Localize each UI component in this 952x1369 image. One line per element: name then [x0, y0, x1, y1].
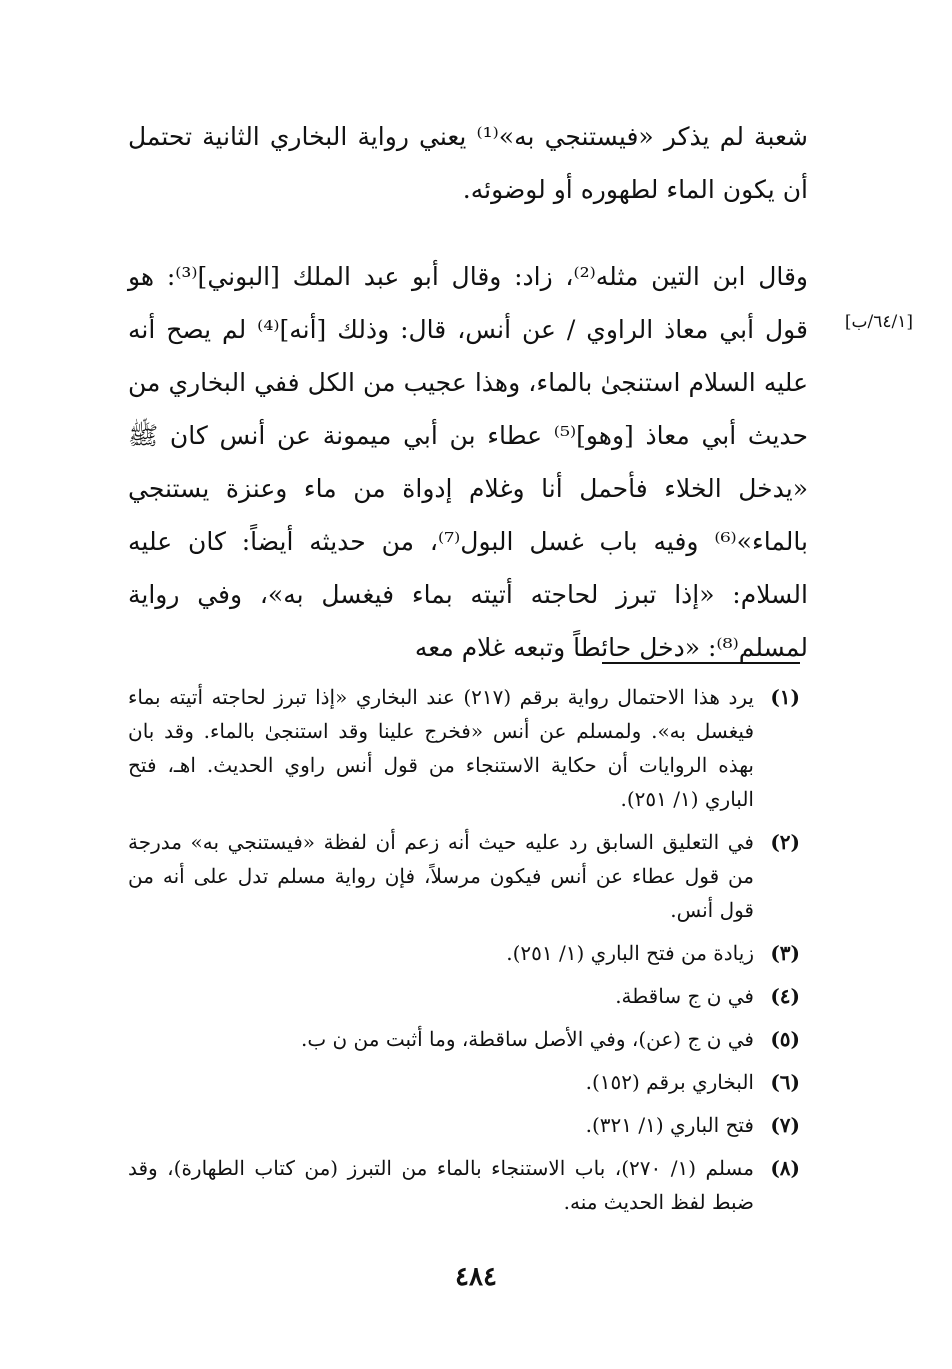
footnote-number: (٨) — [770, 1156, 800, 1180]
footnote-text: زيادة من فتح الباري (١/ ٢٥١). — [506, 941, 754, 965]
footnote-1 — [128, 680, 800, 816]
footnote-text: في ن ج (عن)، وفي الأصل ساقطة، وما أثبت من ن ب. — [300, 1027, 754, 1051]
margin-reference: [٦٤/١/ب] — [844, 312, 914, 332]
footnote-number: (٣) — [770, 941, 800, 965]
footnote-text: يرد هذا الاحتمال رواية برقم (٢١٧) عند البخاري «إذا تبرز لحاجته أتيته بماء فيغسل به». ولمسلم عن أنس «فخرج علينا وقد استنجىٰ بالماء. وقد بان بهذه الروايات أن حكاية الاستنجاء من قول أنس راوي الحديث. اهـ، فتح الباري (١/ ٢٥١). — [128, 685, 754, 811]
footnote-4 — [128, 979, 800, 1013]
page-number: ٤٨٤ — [455, 1262, 497, 1292]
footnote-5 — [128, 1022, 800, 1056]
footnote-6 — [128, 1065, 800, 1099]
main-paragraph-2: وقال ابن التين مثله⁽²⁾، زاد: وقال أبو عبد الملك [البوني]⁽³⁾: هو قول أبي معاذ الراوي / عن أنس، قال: وذلك [أنه]⁽⁴⁾ لم يصح أنه عليه السلام استنجىٰ بالماء، وهذا عجيب من الكل ففي البخاري من حديث أبي معاذ [وهو]⁽⁵⁾ عطاء بن أبي ميمونة عن أنس كان ﷺ «يدخل الخلاء فأحمل أنا وغلام إدواة من ماء وعنزة يستنجي بالماء»⁽⁶⁾ وفيه باب غسل البول⁽⁷⁾، من حديثه أيضاً: كان عليه السلام: «إذا تبرز لحاجته أتيته بماء فيغسل به»، وفي رواية لمسلم⁽⁸⁾: «دخل حائطاً وتبعه غلام معه — [128, 262, 809, 662]
footnote-number: (٢) — [770, 830, 800, 854]
footnote-number: (١) — [770, 685, 800, 709]
footnote-8 — [128, 1151, 800, 1219]
footnote-3 — [128, 936, 800, 970]
footnotes — [128, 680, 800, 1228]
footnote-text: في ن ج ساقطة. — [615, 984, 754, 1008]
main-text — [128, 110, 808, 674]
footnote-number: (٧) — [770, 1113, 800, 1137]
footnote-text: في التعليق السابق رد عليه حيث أنه زعم أن لفظة «فيستنجي به» مدرجة من قول عطاء عن أنس فيكون مرسلاً، فإن رواية مسلم تدل على أنه من قول أنس. — [128, 830, 754, 922]
footnote-text: مسلم (١/ ٢٧٠)، باب الاستنجاء بالماء من التبرز (من كتاب الطهارة)، وقد ضبط لفظ الحديث منه. — [128, 1156, 754, 1214]
footnote-number: (٤) — [770, 984, 800, 1008]
main-paragraph-1: شعبة لم يذكر «فيستنجي به»⁽¹⁾ يعني رواية البخاري الثانية تحتمل أن يكون الماء لطهوره أو لوضوئه. — [128, 122, 808, 204]
footnote-separator — [602, 662, 800, 664]
footnote-text: البخاري برقم (١٥٢). — [585, 1070, 754, 1094]
footnote-number: (٥) — [770, 1027, 800, 1051]
footnote-number: (٦) — [770, 1070, 800, 1094]
footnote-text: فتح الباري (١/ ٣٢١). — [585, 1113, 754, 1137]
footnote-7 — [128, 1108, 800, 1142]
footnote-2 — [128, 825, 800, 927]
